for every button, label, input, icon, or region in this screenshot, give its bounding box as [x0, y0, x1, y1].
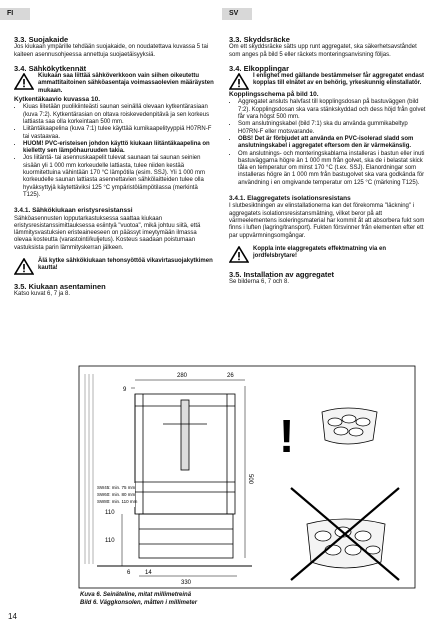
electrical-warning-text: I enlighet med gällande bestämmelser får aggregatet endast kopplas till elnätet av en behörig, yrkeskunnig elinstallatör.	[253, 73, 425, 87]
caption-fi: Kuva 6. Seinäteline, mitat millimetreinä	[80, 592, 192, 598]
height-sw80: SW80: min. 110 mm	[97, 499, 138, 504]
section-3-3-text: Jos kiukaan ympärille tehdään suojakaide, on noudatettava kuvassa 5 tai kaiteen asennusohjeessa annettuja suojaetäisyyksiä.	[14, 44, 209, 58]
caption-sv: Bild 6. Väggkonsolen, måtten i millimeter	[80, 599, 198, 606]
stones-in-basket-icon	[322, 408, 377, 444]
swedish-column	[229, 36, 429, 286]
wall-hatch	[85, 374, 93, 564]
section-3-3-title: 3.3. Suojakaide	[14, 35, 69, 44]
dim-110-lower: 110	[105, 538, 115, 544]
section-3-5-text: Se bilderna 6, 7 och 8.	[229, 279, 290, 286]
list-item: • Kiuas liitetään puolikiinteästi saunan seinällä olevaan kytkentärasiaan (kuva 7:2). Kytkentärasian on oltava roiskevedenpitävä ja sen korkeus lattiasta saa olla korkeintaan 500 mm.	[23, 104, 214, 126]
rcd-warning	[14, 258, 214, 275]
section-3-4-1-title: 3.4.1. Sähkökiukaan eristysresistanssi	[14, 207, 133, 215]
dim-6: 6	[127, 570, 131, 576]
wiring-diagram-ref: Kytkentäkaavio kuvassa 10.	[14, 96, 100, 104]
list-item: • HUOM! PVC-eristeisen johdon käyttö kiukaan liitäntäkaapelina on kielletty sen lämpöhauruuden takia.	[23, 141, 214, 156]
dim-280: 280	[177, 373, 188, 379]
warning-triangle-icon	[14, 73, 34, 90]
section-3-4-1-text: I slutbesiktningen av elinstallationerna kan det förekomma "läckning" i aggregatets isolationsresistansmätning, vilket beror på att värmeelementens isoleringsmaterial har kommit åt att absorbera fukt som finns i luften (lagring/transport). Fukten försvinner från elementen efter ett par uppvärmningsomgångar.	[229, 203, 425, 239]
section-3-4-title: 3.4. Sähkökytkennät	[14, 63, 87, 73]
warning-triangle-icon	[14, 258, 34, 275]
list-item: • Aggregatet ansluts halvfast till kopplingsdosan på bastuväggen (bild 7:2). Kopplingsdosan ska vara stänkskyddad och dess höjd från golvet får vara högst 500 mm.	[238, 99, 429, 121]
dim-330: 330	[181, 580, 192, 586]
electrical-bullets	[229, 99, 429, 187]
dim-9: 9	[123, 387, 127, 393]
section-3-4-title: 3.4. Elkopplingar	[229, 63, 290, 73]
rcd-warning	[229, 246, 429, 263]
section-3-3-title: 3.3. Skyddsräcke	[229, 35, 290, 44]
list-item: • Jos liitäntä- tai asennuskaapelit tulevat saunaan tai saunan seinien sisään yli 1 000 mm korkeudelle lattiasta, tulee niiden kestää kuormitettuina vähintään 170 °C lämpötila (esim. SSJ). Yli 1 000 mm korkeudelle saunan lattiasta asennettavien sähkölaitteiden tulee olla hyväksyttyjä käytettäviksi 125 °C ympäristölämpötilassa (merkintä T125).	[23, 155, 214, 199]
section-3-4-1-text: Sähköasennusten lopputarkastuksessa saattaa kiukaan eristysresistanssimittauksessa esiintyä "vuotoa", mikä johtuu siitä, että lämmitysvastuksien eristeaineeseen on päässyt imeytymään ilmassa olevaa kosteutta (varastointi/kuljetus). Kosteus saadaan poistumaan vastuksista parin lämmityskerran jälkeen.	[14, 215, 201, 251]
wall-bracket-figure	[77, 364, 417, 590]
electrical-bullets	[14, 104, 214, 199]
dim-14: 14	[145, 570, 152, 576]
list-item: • Liitäntäkaapelina (kuva 7:1) tulee käyttää kumikaapelityyppiä H07RN-F tai vastaavaa.	[23, 126, 214, 141]
wall-bracket-drawing	[135, 394, 235, 558]
dim-26: 26	[227, 373, 234, 379]
height-sw60: SW60: min. 80 mm	[97, 492, 136, 497]
rcd-warning-text: Koppla inte elaggregatets effektmatning via en jordfelsbrytare!	[253, 245, 387, 260]
section-3-5-title: 3.5. Kiukaan asentaminen	[14, 282, 106, 292]
exclamation-mark-icon: !	[279, 410, 295, 462]
section-3-5-title: 3.5. Installation av aggregatet	[229, 269, 335, 279]
stones-not-allowed-icon	[307, 519, 385, 568]
electrical-warning	[14, 73, 214, 95]
language-tab-sv: SV	[222, 8, 252, 20]
electrical-warning-text: Kiukaan saa liittää sähköverkkoon vain siihen oikeutettu ammattitaitoinen sähköasentaja voimassaolevien määräysten mukaan.	[38, 73, 214, 94]
rcd-warning-text: Älä kytke sähkökiukaan tehonsyöttöä vikavirtasuojakytkimen kautta!	[38, 258, 213, 272]
list-item: • OBS! Det är förbjudet att använda en PVC-isolerad sladd som anslutningskabel i aggregatet eftersom den är värmekänslig.	[238, 136, 429, 151]
figure-caption	[80, 592, 197, 607]
dim-500: 500	[247, 474, 253, 485]
list-item: • Om anslutnings- och monteringskablarna installeras i bastun eller inuti bastuväggarna högre än 1 000 mm från golvet, ska de i belastat skick tåla en temperatur om minst 170 °C (t.ex. SSJ). Elanordningar som installeras högre än 1 000 mm från bastugolvet ska vara godkända för användning i en omgivande temperatur om 125 °C (märkning T125).	[238, 151, 429, 187]
warning-triangle-icon	[229, 73, 249, 90]
section-3-3-text: Om ett skyddsräcke sätts upp runt aggregatet, ska säkerhetsavståndet som anges på bild 5 eller räckets monteringsanvisning följas.	[229, 44, 417, 58]
page-number: 14	[8, 612, 17, 621]
wiring-diagram-ref: Kopplingsschema på bild 10.	[229, 91, 319, 99]
list-item: • Som anslutningskabel (bild 7:1) ska du använda gummikabeltyp H07RN-F eller motsvarande.	[238, 121, 429, 136]
electrical-warning	[229, 73, 429, 90]
warning-triangle-icon	[229, 246, 249, 263]
section-3-4-1-title: 3.4.1. Elaggregatets isolationsresistans	[229, 195, 351, 203]
language-tab-fi: FI	[0, 8, 30, 20]
height-sw45: SW45: min. 75 mm	[97, 485, 136, 490]
finnish-column	[14, 36, 214, 299]
dim-110-upper: 110	[105, 510, 115, 516]
section-3-5-text: Katso kuvat 6, 7 ja 8.	[14, 291, 71, 298]
